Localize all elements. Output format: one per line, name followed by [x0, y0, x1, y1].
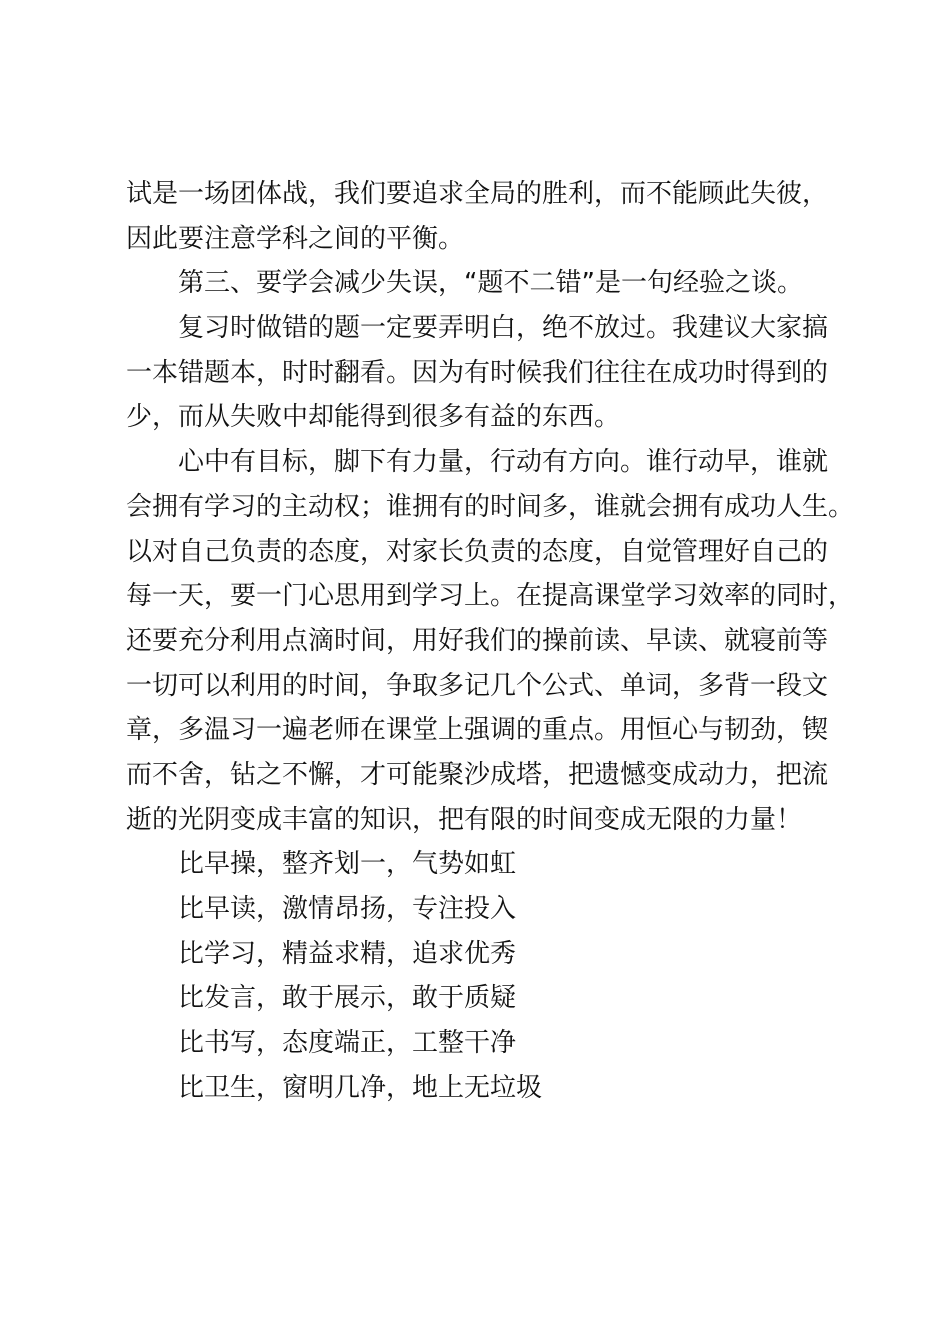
list-item: 比书写，态度端正，工整干净	[178, 1028, 517, 1059]
text-line: 而不舍，钻之不懈，才可能聚沙成塔，把遗憾变成动力，把流	[126, 759, 829, 790]
text-line: 试是一场团体战，我们要追求全局的胜利，而不能顾此失彼，	[126, 179, 829, 209]
text-line: 还要充分利用点滴时间，用好我们的操前读、早读、就寝前等	[126, 625, 829, 656]
text-line: 心中有目标，脚下有力量，行动有方向。谁行动早，谁就	[178, 447, 829, 478]
document-body	[126, 172, 855, 1110]
list-item: 比学习，精益求精，追求优秀	[178, 938, 517, 969]
list-item: 比早读，激情昂扬，专注投入	[178, 894, 517, 924]
text-line: 第三、要学会减少失误，“题不二错”是一句经验之谈。	[178, 268, 803, 299]
text-line: 因此要注意学科之间的平衡。	[126, 223, 465, 254]
text-line: 每一天，要一门心思用到学习上。在提高课堂学习效率的同时，	[126, 581, 855, 612]
list-item: 比早操，整齐划一，气势如虹	[178, 849, 517, 880]
text-line: 章，多温习一遍老师在课堂上强调的重点。用恒心与韧劲，锲	[126, 715, 829, 746]
text-line: 少，而从失败中却能得到很多有益的东西。	[126, 402, 621, 433]
text-line: 复习时做错的题一定要弄明白，绝不放过。我建议大家搞	[178, 313, 829, 344]
text-line: 一本错题本，时时翻看。因为有时候我们往往在成功时得到的	[126, 357, 829, 388]
text-line: 逝的光阴变成丰富的知识，把有限的时间变成无限的力量！	[126, 804, 803, 835]
text-line: 一切可以利用的时间，争取多记几个公式、单词，多背一段文	[126, 670, 829, 701]
text-line: 以对自己负责的态度，对家长负责的态度，自觉管理好自己的	[126, 536, 829, 567]
list-item: 比发言，敢于展示，敢于质疑	[178, 983, 517, 1014]
text-line: 会拥有学习的主动权；谁拥有的时间多，谁就会拥有成功人生。	[126, 491, 855, 522]
list-item: 比卫生，窗明几净，地上无垃圾	[178, 1072, 543, 1103]
